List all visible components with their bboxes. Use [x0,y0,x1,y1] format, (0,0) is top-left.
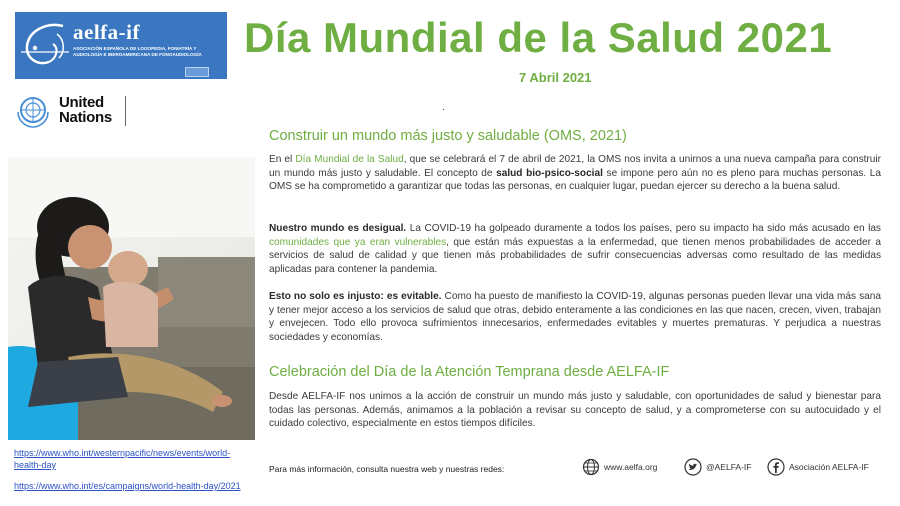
who-link-campaign[interactable]: https://www.who.int/es/campaigns/world-health-day/2021 [14,481,241,491]
mother-child-photo [8,157,255,440]
globe-icon [582,458,600,476]
footer-facebook-label: Asociación AELFA-IF [789,462,869,472]
footer-facebook-link[interactable] [767,458,869,476]
un-logo [15,94,135,128]
event-date: 7 Abril 2021 [519,70,592,85]
stray-dot: . [442,102,445,113]
aelfa-logo [15,12,227,79]
section2-heading: Celebración del Día de la Atención Temprana desde AELFA-IF [269,364,670,380]
aelfa-logo-name: aelfa-if [73,20,140,44]
section1-heading: Construir un mundo más justo y saludable (OMS, 2021) [269,128,627,144]
un-logo-divider [125,96,126,126]
footer-twitter-label: @AELFA-IF [706,462,752,472]
aelfa-emblem-icon [19,18,73,74]
twitter-icon [684,458,702,476]
un-logo-text: United Nations [59,94,112,126]
footer-info: Para más información, consulta nuestra web y nuestras redes: [269,464,505,474]
aelfa-logo-badge [185,67,209,77]
un-emblem-icon [15,94,51,128]
who-link-westernpacific[interactable]: https://www.who.int/westernpacific/news/events/world-health-day [14,448,231,470]
facebook-icon [767,458,785,476]
photo-illustration [8,157,255,440]
section1-paragraph-3: Esto no solo es injusto: es evitable. Como ha puesto de manifiesto la COVID-19, algunas personas pueden llevar una vida más sana y tener mejor acceso a los servicios de salud que otras, debido enteramente a las condiciones en las que nacen, crecen, viven, trabajan y envejecen. Todo ello provoca sufrimientos innecesarios, enfermedades evitables y muertes prematuras. Y perjudica a nuestras sociedades y economías. [269,291,882,343]
footer-twitter-link[interactable] [684,458,751,476]
footer-web-link[interactable] [582,458,657,476]
footer-web-label: www.aelfa.org [604,462,658,472]
section1-paragraph-2: Nuestro mundo es desigual. La COVID-19 ha golpeado duramente a todos los países, pero su impacto ha sido más acusado en las comunidades que ya eran vulnerables, que están más expuestas a la enfermedad, que tienen menos probabilidades de acceder a servicios de salud de calidad y que tienen más probabilidades de sufrir consecuencias adversas como resultado de las medidas aplicadas para contener la pandemia. [269,223,881,275]
section1-paragraph-1: En el Día Mundial de la Salud, que se celebrará el 7 de abril de 2021, la OMS nos invita a unirnos a una nueva campaña para construir un mundo más justo y saludable. El concepto de salud bio-psico-social se impone pero aún no es pleno para muchas personas. La OMS se ha comprometido a garantizar que todas las personas, en cualquier lugar, puedan ejercer su derecho a la buena salud. [269,154,882,193]
section2-paragraph: Desde AELFA-IF nos unimos a la acción de construir un mundo más justo y saludable, con oportunidades de salud y bienestar para todas las personas. Además, animamos a la población a revisar su concepto de salud, y a comprometerse con su autocuidado y el cuidado colectivo, especialmente en estos tiempos difíciles. [269,391,881,430]
page-title: Día Mundial de la Salud 2021 [244,14,833,61]
aelfa-logo-subtitle: ASOCIACIÓN ESPAÑOLA DE LOGOPEDIA, FONIATRÍA Y AUDIOLOGÍA E IBEROAMERICANA DE FONOAUDIOLOGÍA [73,46,202,57]
